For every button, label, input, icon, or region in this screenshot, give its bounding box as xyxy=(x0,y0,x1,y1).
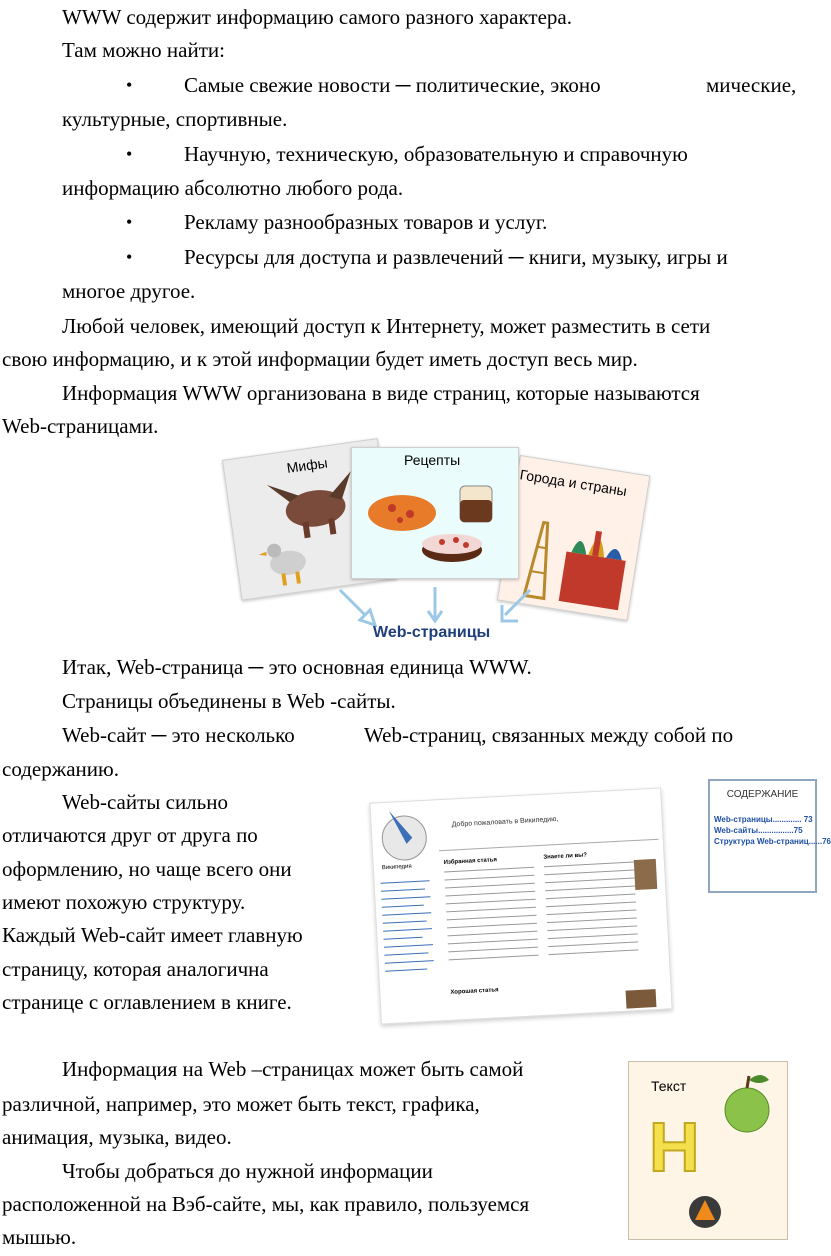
recipes-label: Рецепты xyxy=(404,452,461,468)
paragraph-line: расположенной на Вэб-сайте, мы, как правило, пользуемся xyxy=(2,1192,530,1216)
list-item: информацию абсолютно любого рода. xyxy=(62,176,404,200)
paragraph-line: Итак, Web-страница ─ это основная единица WWW. xyxy=(62,655,532,679)
list-item: мические, xyxy=(706,73,797,97)
wiki-good: Хорошая статья xyxy=(450,987,499,996)
paragraph-line: Информация на Web –страницах может быть самой xyxy=(62,1057,524,1081)
list-item: Ресурсы для доступа и развлечений ─ книги, музыку, игры и xyxy=(184,245,728,269)
wikipedia-screenshot xyxy=(369,788,672,1025)
myths-label: Мифы xyxy=(285,454,329,476)
paragraph-line: Web-сайт ─ это несколько xyxy=(62,723,295,747)
paragraph-line: Web-страниц, связанных между собой по xyxy=(364,723,734,747)
wiki-content-lines xyxy=(370,789,671,1024)
bullet-icon: • xyxy=(126,75,133,95)
wiki-logo-label: Википедия xyxy=(381,863,412,872)
paragraph-line: оформлению, но чаще всего они xyxy=(2,857,292,881)
toc-item: Структура Web-страниц......76 xyxy=(714,837,831,846)
list-item: Самые свежие новости ─ политические, эконо xyxy=(184,73,601,97)
paragraph-line: различной, например, это может быть текст, графика, xyxy=(2,1092,480,1116)
cities-label: Города и страны xyxy=(518,466,628,500)
media-label: Текст xyxy=(651,1078,687,1094)
paragraph-line: имеют похожую структуру. xyxy=(2,890,246,914)
paragraph-line: Там можно найти: xyxy=(62,38,225,62)
paragraph-line: анимация, музыка, видео. xyxy=(2,1125,232,1149)
list-item: Научную, техническую, образовательную и справочную xyxy=(184,142,688,166)
wiki-featured: Избранная статья xyxy=(443,857,498,866)
recipes-card xyxy=(351,447,519,579)
paragraph-line: Web-сайты сильно xyxy=(62,790,228,814)
paragraph-line: странице с оглавлением в книге. xyxy=(2,990,292,1014)
paragraph-line: WWW содержит информацию самого разного характера. xyxy=(62,5,572,29)
letter-graphic: H xyxy=(649,1108,700,1186)
wiki-welcome: Добро пожаловать в Википедию, xyxy=(451,815,559,829)
toc-item: Web-страницы............. 73 xyxy=(714,815,813,824)
paragraph-line: свою информацию, и к этой информации будет иметь доступ весь мир. xyxy=(2,347,638,371)
figure-caption: Web-страницы xyxy=(373,624,491,641)
food-image xyxy=(352,468,518,578)
toc-box xyxy=(708,779,831,893)
paragraph-line: Web-страницами. xyxy=(2,414,159,438)
bullet-icon: • xyxy=(126,212,133,232)
paragraph-line: мышью. xyxy=(2,1225,77,1249)
paragraph-line: Любой человек, имеющий доступ к Интернету, может разместить в сети xyxy=(62,314,711,338)
media-illustration xyxy=(628,1061,788,1240)
toc-item: Web-сайты................75 xyxy=(714,826,803,835)
paragraph-line: Страницы объединены в Web -сайты. xyxy=(62,689,396,713)
toc-header: СОДЕРЖАНИЕ xyxy=(726,789,799,800)
paragraph-line: Чтобы добраться до нужной информации xyxy=(62,1159,433,1183)
bullet-icon: • xyxy=(126,144,133,164)
wiki-didyouknow: Знаете ли вы? xyxy=(543,852,588,861)
list-item: Рекламу разнообразных товаров и услуг. xyxy=(184,210,548,234)
paragraph-line: Информация WWW организована в виде страниц, которые называются xyxy=(62,381,700,405)
paragraph-line: страницу, которая аналогична xyxy=(2,957,269,981)
list-item: культурные, спортивные. xyxy=(62,107,288,131)
paragraph-line: Каждый Web-сайт имеет главную xyxy=(2,923,303,947)
bullet-icon: • xyxy=(126,247,133,267)
list-item: многое другое. xyxy=(62,279,196,303)
paragraph-line: отличаются друг от друга по xyxy=(2,823,258,847)
apple-icon xyxy=(717,1068,777,1138)
paragraph-line: содержанию. xyxy=(2,757,119,781)
animation-logo-icon xyxy=(685,1192,725,1232)
